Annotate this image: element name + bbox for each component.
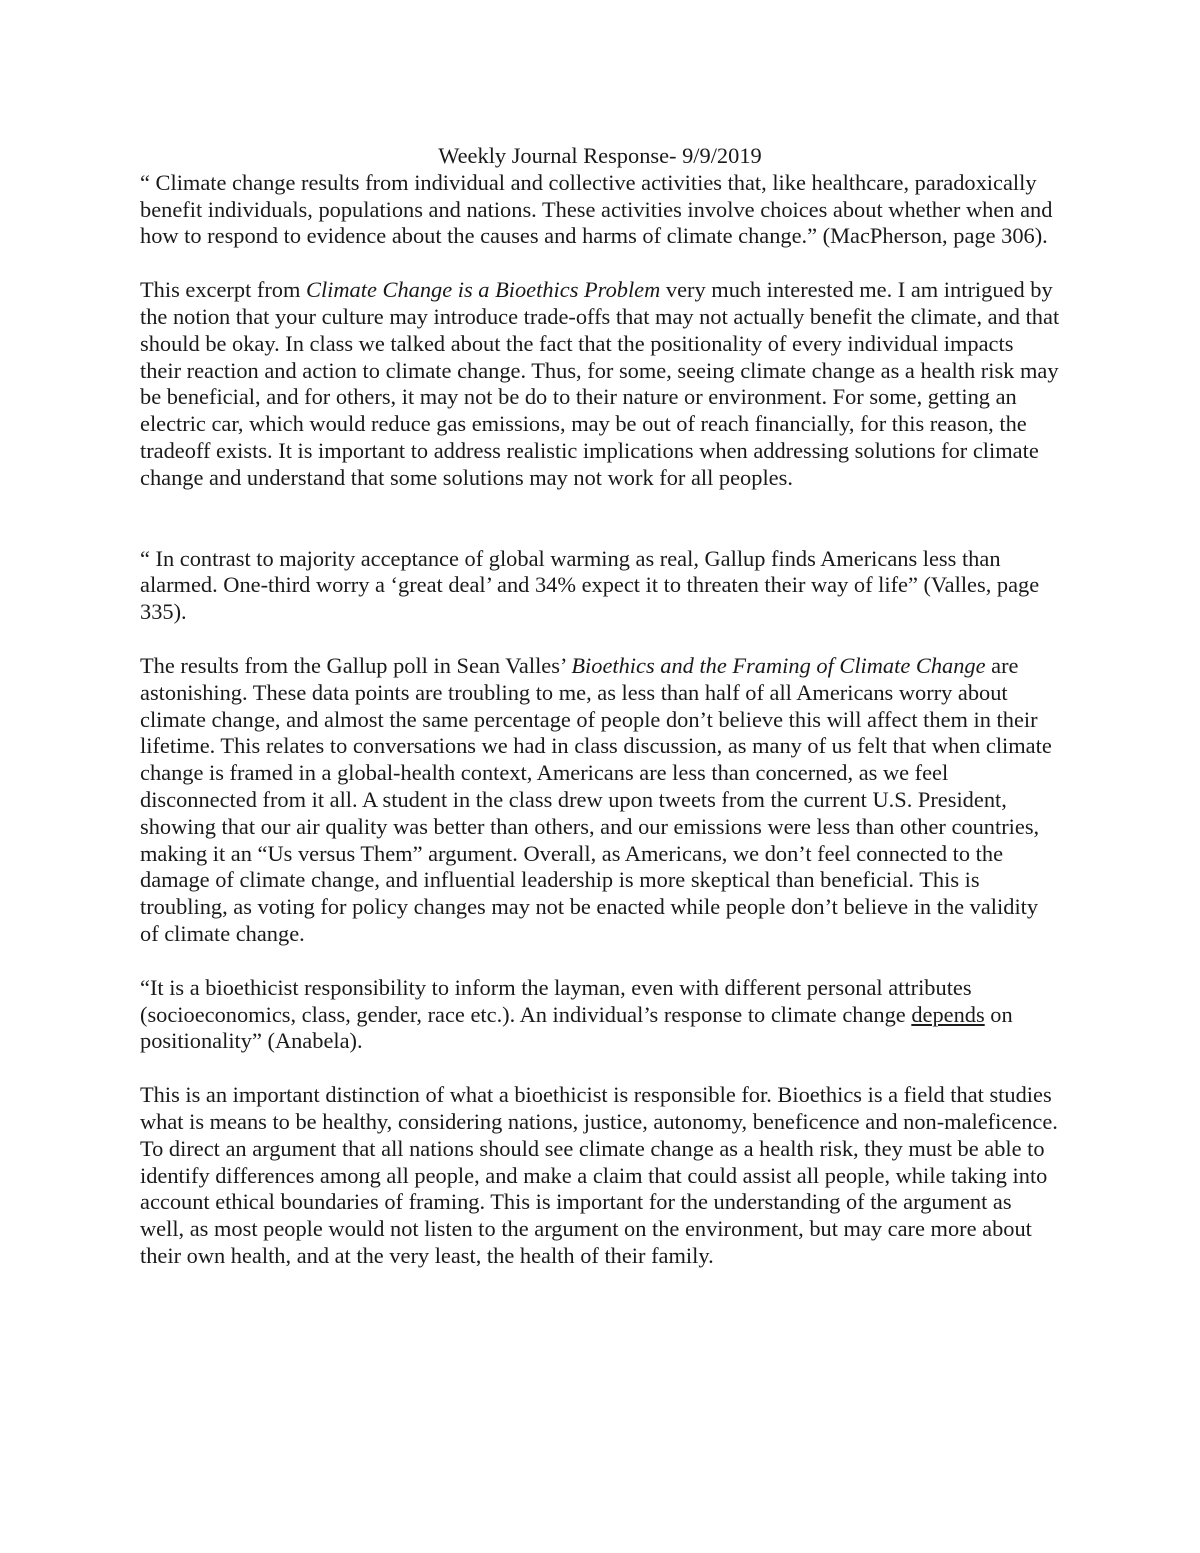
response-2-text-start: The results from the Gallup poll in Sean Valles’ (140, 652, 572, 678)
response-paragraph-3: This is an important distinction of what a bioethicist is responsible for. Bioethics is a field that studies what is means to be healthy, considering nations, justice, autonomy, beneficence and non-maleficence. To direct an argument that all nations should see climate change as a health risk, they must be able to identify differences among all people, and make a claim that could assist all people, while taking into account ethical boundaries of framing. This is important for the understanding of the argument as well, as most people would not listen to the argument on the environment, but may care more about their own health, and at the very least, the health of their family. (140, 1082, 1058, 1268)
underlined-word: depends (911, 1001, 985, 1027)
quote-3-text-start: “It is a bioethicist responsibility to inform the layman, even with different personal attributes (socioeconomics, class, gender, race etc.). An individual’s response to climate change (140, 974, 972, 1027)
response-2-text-end: are astonishing. These data points are troubling to me, as less than half of all Americans worry about climate change, and almost the same percentage of people don’t believe this will affect them in their lifetime. This relates to conversations we had in class discussion, as many of us felt that when climate change is framed in a global-health context, Americans are less than concerned, as we feel disconnected from it all. A student in the class drew upon tweets from the current U.S. President, showing that our air quality was better than others, and our emissions were less than other countries, making it an “Us versus Them” argument. Overall, as Americans, we don’t feel connected to the damage of climate change, and influential leadership is more skeptical than beneficial. This is troubling, as voting for policy changes may not be enacted while people don’t believe in the validity of climate change. (140, 652, 1052, 946)
book-title-climate-change-bioethics: Climate Change is a Bioethics Problem (306, 277, 661, 303)
quote-anabela (140, 975, 1060, 1055)
book-title-framing-climate-change: Bioethics and the Framing of Climate Change (571, 652, 986, 678)
response-paragraph-2 (140, 653, 1060, 948)
document-body (140, 143, 1060, 1270)
quote-macpherson: “ Climate change results from individual and collective activities that, like healthcare, paradoxically benefit individuals, populations and nations. These activities involve choices about whether when and how to respond to evidence about the causes and harms of climate change.” (MacPherson, page 306). (140, 169, 1053, 249)
document-title: Weekly Journal Response- 9/9/2019 (438, 143, 762, 168)
quote-3-text-end: on positionality” (Anabela). (140, 1001, 1013, 1054)
response-1-text-end: very much interested me. I am intrigued by the notion that your culture may introduce trade-offs that may not actually benefit the climate, and that should be okay. In class we talked about the fact that the positionality of every individual impacts their reaction and action to climate change. Thus, for some, seeing climate change as a health risk may be beneficial, and for others, it may not be do to their nature or environment. For some, getting an electric car, which would reduce gas emissions, may be out of reach financially, for this reason, the tradeoff exists. It is important to address realistic implications when addressing solutions for climate change and understand that some solutions may not work for all peoples. (140, 277, 1060, 490)
response-paragraph-1 (140, 277, 1060, 491)
response-1-text-start: This excerpt from (140, 277, 307, 303)
quote-valles: “ In contrast to majority acceptance of global warming as real, Gallup finds Americans less than alarmed. One-third worry a ‘great deal’ and 34% expect it to threaten their way of life” (Valles, page 335). (140, 545, 1040, 625)
